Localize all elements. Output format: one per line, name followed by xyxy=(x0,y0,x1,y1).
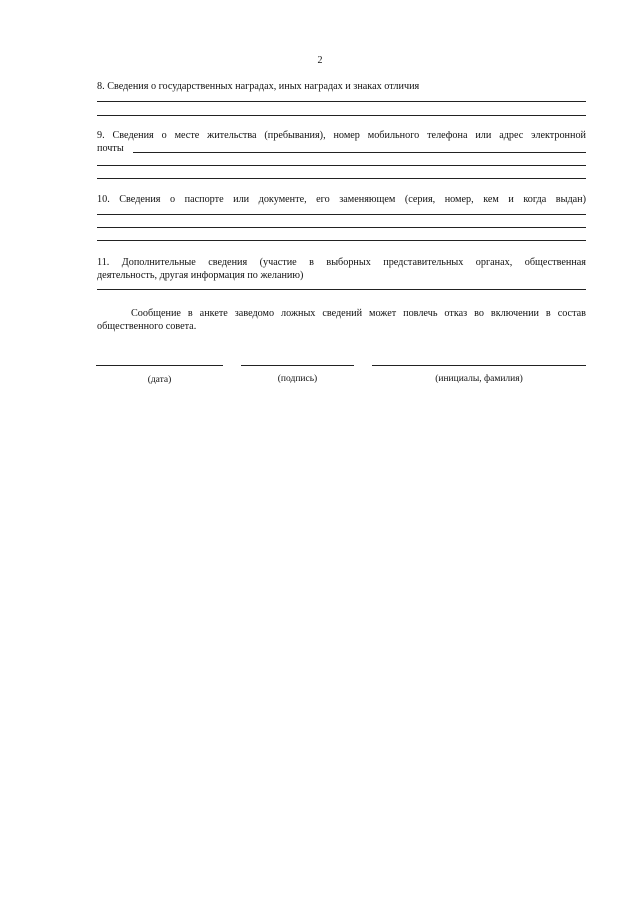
section-9-fill-line-1[interactable] xyxy=(133,152,586,153)
section-9-fill-line-2[interactable] xyxy=(97,165,586,166)
page-number: 2 xyxy=(317,55,323,66)
name-line[interactable] xyxy=(372,365,586,366)
section-10-fill-line-1[interactable] xyxy=(97,214,586,215)
section-8-label: 8. Сведения о государственных наградах, иных наградах и знаках отличия xyxy=(97,81,420,92)
section-11-label-cont: деятельность, другая информация по желанию) xyxy=(97,270,304,281)
warning-text-cont: общественного совета. xyxy=(97,321,197,332)
signature-line[interactable] xyxy=(241,365,354,366)
section-8-fill-line-2[interactable] xyxy=(97,115,586,116)
section-10-label: 10. Сведения о паспорте или документе, его заменяющем (серия, номер, кем и когда выдан) xyxy=(97,194,586,205)
section-11-fill-line-1[interactable] xyxy=(97,289,586,290)
section-9-label: 9. Сведения о месте жительства (пребывания), номер мобильного телефона или адрес электронной xyxy=(97,130,586,141)
warning-text: Сообщение в анкете заведомо ложных сведений может повлечь отказ во включении в состав xyxy=(131,308,586,319)
date-line[interactable] xyxy=(96,365,223,366)
signature-caption: (подпись) xyxy=(277,374,318,384)
section-11-label: 11. Дополнительные сведения (участие в выборных представительных органах, общественная xyxy=(97,257,586,268)
section-10-fill-line-3[interactable] xyxy=(97,240,586,241)
date-caption: (дата) xyxy=(147,375,172,385)
section-10-fill-line-2[interactable] xyxy=(97,227,586,228)
section-8-fill-line-1[interactable] xyxy=(97,101,586,102)
section-9-label-cont: почты xyxy=(97,143,124,154)
section-9-fill-line-3[interactable] xyxy=(97,178,586,179)
name-caption: (инициалы, фамилия) xyxy=(435,374,523,384)
